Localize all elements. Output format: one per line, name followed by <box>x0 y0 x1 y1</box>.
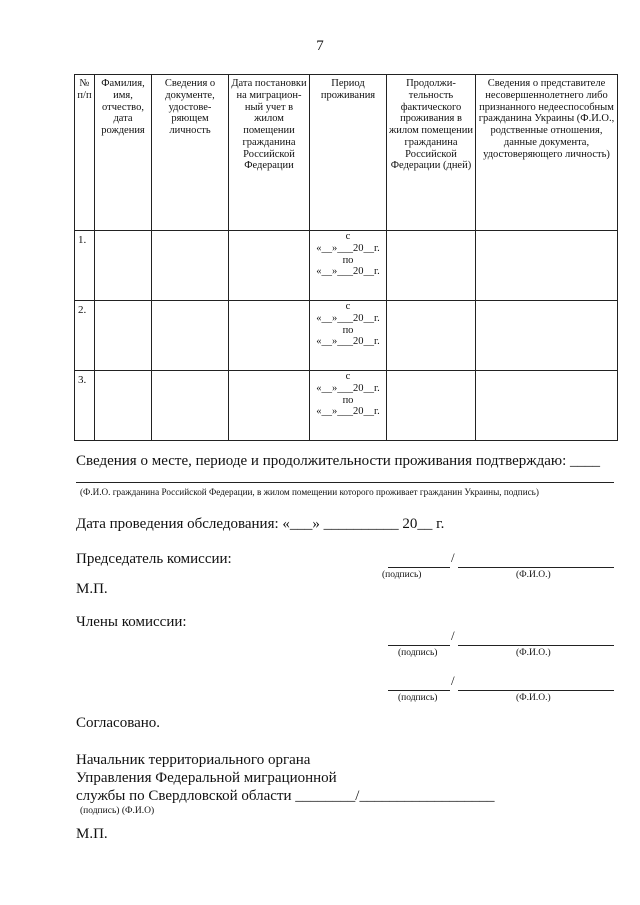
table-row <box>75 231 618 301</box>
cell-representative[interactable] <box>476 231 618 301</box>
member2-signature-line[interactable] <box>388 690 450 691</box>
header-representative: Сведения о представителе несовершеннолетнего либо признанного недееспособным гражданина Украины (Ф.И.О., родственные отношения, данные документа, удостоверяющего личность) <box>476 75 618 231</box>
table-row <box>75 371 618 441</box>
member1-signature-line[interactable] <box>388 645 450 646</box>
cell-registration-date[interactable] <box>229 231 310 301</box>
cell-representative[interactable] <box>476 371 618 441</box>
cell-duration[interactable] <box>387 301 476 371</box>
cell-registration-date[interactable] <box>229 371 310 441</box>
chairman-signature-caption: (подпись) <box>382 570 422 580</box>
row-number: 1. <box>75 231 95 301</box>
cell-period[interactable] <box>310 371 387 441</box>
head-title-line1: Начальник территориального органа <box>76 752 311 768</box>
period-to-label: по <box>342 394 354 406</box>
cell-period[interactable] <box>310 301 387 371</box>
period-to-date: «__»___20__г. <box>316 406 380 418</box>
confirm-signature-line[interactable] <box>76 482 614 483</box>
row-number: 2. <box>75 301 95 371</box>
chairman-signature-line[interactable] <box>388 567 450 568</box>
period-from-date: «__»___20__г. <box>316 382 380 394</box>
cell-duration[interactable] <box>387 231 476 301</box>
period-to-label: по <box>342 254 354 266</box>
member2-signature-caption: (подпись) <box>398 693 438 703</box>
chairman-label: Председатель комиссии: <box>76 551 232 567</box>
confirm-statement: Сведения о месте, периоде и продолжительности проживания подтверждаю: ____ <box>76 453 601 469</box>
members-label: Члены комиссии: <box>76 614 187 630</box>
cell-name[interactable] <box>95 371 152 441</box>
survey-date: Дата проведения обследования: «___» __________ 20__ г. <box>76 516 445 532</box>
cell-document[interactable] <box>152 371 229 441</box>
stamp-label: М.П. <box>76 581 108 597</box>
period-to-date: «__»___20__г. <box>316 336 380 348</box>
member2-fio-caption: (Ф.И.О.) <box>516 693 551 703</box>
member1-fio-caption: (Ф.И.О.) <box>516 648 551 658</box>
cell-document[interactable] <box>152 231 229 301</box>
member2-fio-line[interactable] <box>458 690 614 691</box>
member1-fio-line[interactable] <box>458 645 614 646</box>
header-name: Фамилия, имя, отчество, дата рождения <box>95 75 152 231</box>
chairman-fio-caption: (Ф.И.О.) <box>516 570 551 580</box>
cell-duration[interactable] <box>387 371 476 441</box>
row-number: 3. <box>75 371 95 441</box>
period-from-date: «__»___20__г. <box>316 312 380 324</box>
member1-signature-caption: (подпись) <box>398 648 438 658</box>
cell-name[interactable] <box>95 301 152 371</box>
table-header-row <box>75 75 618 231</box>
member1-slash: / <box>451 628 455 643</box>
stamp-label-bottom: М.П. <box>76 826 108 842</box>
period-from-label: с <box>345 301 351 312</box>
header-period: Период проживания <box>310 75 387 231</box>
head-title-line2: Управления Федеральной миграционной <box>76 770 337 786</box>
chairman-fio-line[interactable] <box>458 567 614 568</box>
header-document: Сведения о документе, удостове-ряющем личность <box>152 75 229 231</box>
cell-name[interactable] <box>95 231 152 301</box>
cell-representative[interactable] <box>476 301 618 371</box>
header-registration-date: Дата постановки на миграцион-ный учет в жилом помещении гражданина Российской Федерации <box>229 75 310 231</box>
cell-period[interactable] <box>310 231 387 301</box>
agreed-label: Согласовано. <box>76 715 161 731</box>
member2-slash: / <box>451 673 455 688</box>
period-from-label: с <box>345 371 351 382</box>
page-number: 7 <box>316 38 324 54</box>
chairman-slash: / <box>451 550 455 565</box>
confirm-caption: (Ф.И.О. гражданина Российской Федерации, в жилом помещении которого проживает гражданин Украины, подпись) <box>80 487 539 497</box>
period-from-label: с <box>345 231 351 242</box>
residence-table <box>74 74 618 441</box>
head-caption: (подпись) (Ф.И.О) <box>80 806 155 816</box>
head-title-line3: службы по Свердловской области ________/__________________ <box>76 788 495 804</box>
cell-document[interactable] <box>152 301 229 371</box>
period-to-label: по <box>342 324 354 336</box>
header-duration: Продолжи-тельность фактического проживания в жилом помещении гражданина Российской Федерации (дней) <box>387 75 476 231</box>
period-to-date: «__»___20__г. <box>316 266 380 278</box>
period-from-date: «__»___20__г. <box>316 242 380 254</box>
table-row <box>75 301 618 371</box>
header-number: № п/п <box>75 75 95 231</box>
cell-registration-date[interactable] <box>229 301 310 371</box>
